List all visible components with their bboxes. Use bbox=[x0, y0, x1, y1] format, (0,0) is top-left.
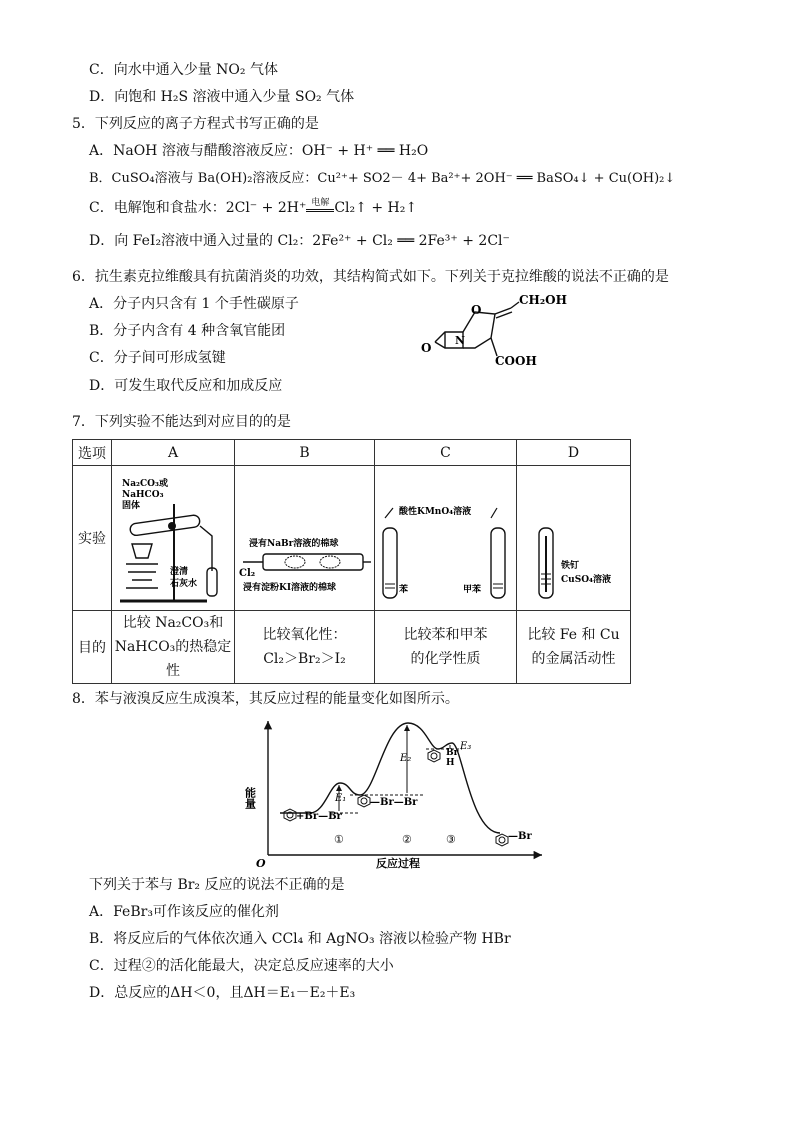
q7-stem: 7．下列实验不能达到对应目的的是 bbox=[72, 414, 291, 430]
benzene-intermediate-1 bbox=[358, 795, 370, 807]
ring-oxygen-label: O bbox=[471, 303, 482, 317]
q6-option-a: A．分子内只含有 1 个手性碳原子 bbox=[89, 296, 299, 312]
goal-a-line-1: 比较 Na₂CO₃和 bbox=[122, 615, 224, 631]
q5-option-b: B．CuSO₄溶液与 Ba(OH)₂溶液反应：Cu²⁺+ SO2－ 4+ Ba²⁺+ 2OH⁻ ══ BaSO₄↓ + Cu(OH)₂↓ bbox=[89, 171, 676, 186]
q5-option-d: D．向 FeI₂溶液中通入过量的 Cl₂：2Fe²⁺ + Cl₂ ══ 2Fe³⁺ + 2Cl⁻ bbox=[89, 233, 510, 249]
x-axis-label: 反应过程 bbox=[376, 857, 420, 870]
fig-a-label-3: 固体 bbox=[122, 501, 141, 511]
e3-label: E₃ bbox=[460, 741, 472, 752]
fig-c-label-1: 酸性KMnO₄溶液 bbox=[399, 507, 472, 517]
q5-option-c bbox=[89, 198, 417, 218]
goal-b bbox=[235, 611, 375, 684]
goal-c-line-2: 的化学性质 bbox=[410, 651, 481, 667]
goal-c-line-1: 比较苯和甲苯 bbox=[403, 627, 488, 643]
cell-exp-b bbox=[235, 466, 375, 611]
intermediate-h: H bbox=[446, 758, 455, 768]
carbonyl-oxygen-label: O bbox=[421, 341, 432, 355]
header-b: B bbox=[235, 440, 375, 466]
goal-a bbox=[112, 611, 235, 684]
q8-stem: 8．苯与液溴反应生成溴苯，其反应过程的能量变化如图所示。 bbox=[72, 691, 459, 707]
apparatus-d bbox=[517, 466, 630, 606]
q8-sub-stem: 下列关于苯与 Br₂ 反应的说法不正确的是 bbox=[89, 877, 345, 893]
nitrogen-label: N bbox=[455, 334, 466, 347]
fig-a-label-2: NaHCO₃ bbox=[122, 490, 164, 500]
fig-d-label-2: CuSO₄溶液 bbox=[561, 575, 611, 585]
header-c: C bbox=[375, 440, 517, 466]
q8-option-a: A．FeBr₃可作该反应的催化剂 bbox=[89, 904, 279, 920]
header-d: D bbox=[517, 440, 631, 466]
fig-b-cl2: Cl₂ bbox=[239, 568, 256, 579]
goal-d-line-1: 比较 Fe 和 Cu bbox=[527, 627, 620, 643]
goal-c bbox=[375, 611, 517, 684]
fig-a-label-5: 石灰水 bbox=[170, 579, 198, 589]
experiment-table bbox=[72, 439, 631, 684]
benzene-reactant bbox=[284, 809, 296, 821]
step-3-label: ③ bbox=[446, 833, 456, 846]
product-label: —Br bbox=[508, 831, 532, 842]
fig-a-label-4: 澄清 bbox=[170, 567, 189, 577]
clavulanic-acid-structure bbox=[415, 290, 575, 370]
apparatus-b bbox=[235, 466, 374, 606]
fig-d-label-1: 铁钉 bbox=[561, 561, 580, 571]
energy-diagram bbox=[243, 715, 550, 870]
electrolysis-arrow bbox=[306, 198, 334, 212]
intermediate-br: Br bbox=[446, 748, 459, 758]
apparatus-c bbox=[375, 466, 516, 606]
header-option: 选项 bbox=[73, 440, 112, 466]
y-axis-label: 能量 bbox=[243, 787, 257, 809]
ch2oh-label: CH₂OH bbox=[519, 293, 567, 307]
reactant-label: +Br—Br bbox=[296, 811, 342, 822]
e1-label: E₁ bbox=[335, 793, 347, 804]
q8-option-d: D．总反应的ΔH＜0，且ΔH＝E₁－E₂＋E₃ bbox=[89, 985, 356, 1001]
cell-exp-a bbox=[112, 466, 235, 611]
apparatus-a bbox=[112, 466, 234, 606]
fig-b-label-1: 浸有NaBr溶液的棉球 bbox=[249, 539, 339, 549]
fig-c-label-2: 苯 bbox=[399, 585, 409, 595]
q6-stem: 6．抗生素克拉维酸具有抗菌消炎的功效，其结构简式如下。下列关于克拉维酸的说法不正确的是 bbox=[72, 269, 669, 285]
goal-b-line-2: Cl₂＞Br₂＞I₂ bbox=[263, 651, 346, 667]
q8-option-c: C．过程②的活化能最大，决定总反应速率的大小 bbox=[89, 958, 394, 974]
q4-option-c: C．向水中通入少量 NO₂ 气体 bbox=[89, 62, 278, 78]
cell-exp-d bbox=[517, 466, 631, 611]
q4-option-d: D．向饱和 H₂S 溶液中通入少量 SO₂ 气体 bbox=[89, 89, 355, 105]
q6-option-c: C．分子间可形成氢键 bbox=[89, 350, 226, 366]
q5-stem: 5．下列反应的离子方程式书写正确的是 bbox=[72, 116, 319, 132]
step-1-label: ① bbox=[334, 833, 344, 846]
fig-c-label-3: 甲苯 bbox=[463, 585, 482, 595]
oxazolidine-ring bbox=[463, 312, 495, 348]
q8-option-b: B．将反应后的气体依次通入 CCl₄ 和 AgNO₃ 溶液以检验产物 HBr bbox=[89, 931, 511, 947]
fig-b-label-2: 浸有淀粉KI溶液的棉球 bbox=[243, 583, 337, 593]
origin-label: O bbox=[256, 857, 266, 870]
q5-option-c-left: C．电解饱和食盐水：2Cl⁻ + 2H⁺ bbox=[89, 200, 307, 216]
q6-option-d: D．可发生取代反应和加成反应 bbox=[89, 378, 283, 394]
q5-option-a: A．NaOH 溶液与醋酸溶液反应：OH⁻ + H⁺ ══ H₂O bbox=[89, 143, 429, 159]
step-2-label: ② bbox=[402, 833, 412, 846]
q6-option-b: B．分子内含有 4 种含氧官能团 bbox=[89, 323, 286, 339]
row-experiment-label: 实验 bbox=[73, 466, 112, 611]
fig-a-label-1: Na₂CO₃或 bbox=[122, 479, 168, 489]
intermediate-1-label: —Br—Br bbox=[370, 797, 418, 808]
benzene-product bbox=[496, 834, 508, 846]
cooh-label: COOH bbox=[495, 354, 537, 368]
goal-b-line-1: 比较氧化性： bbox=[262, 627, 347, 643]
e2-label: E₂ bbox=[400, 753, 412, 764]
goal-d-line-2: 的金属活动性 bbox=[531, 651, 616, 667]
q5-option-c-right: Cl₂↑ + H₂↑ bbox=[334, 200, 418, 216]
cell-exp-c bbox=[375, 466, 517, 611]
row-goal-label: 目的 bbox=[73, 611, 112, 684]
electrolysis-label: 电解 bbox=[311, 198, 330, 208]
goal-a-line-2: NaHCO₃的热稳定性 bbox=[114, 639, 232, 679]
benzene-intermediate-2 bbox=[428, 750, 440, 762]
goal-d bbox=[517, 611, 631, 684]
header-a: A bbox=[112, 440, 235, 466]
